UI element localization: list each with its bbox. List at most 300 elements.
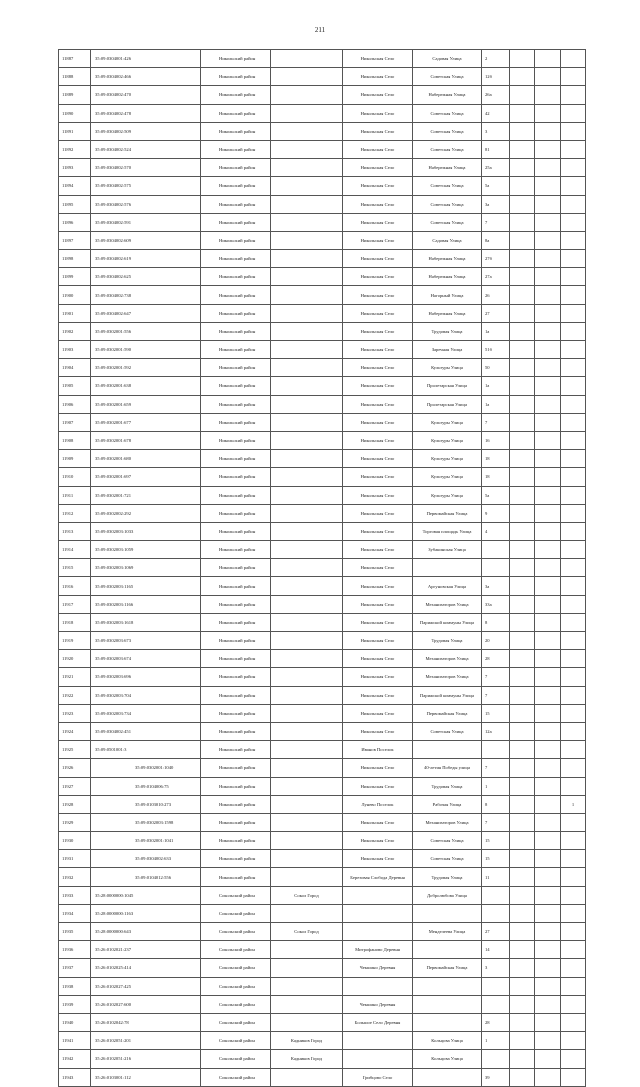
locality-cell: Никольская Село <box>343 341 413 359</box>
house-number-cell: 33а <box>482 595 510 613</box>
table-row <box>59 832 586 850</box>
house-number-cell: 39 <box>482 1068 510 1086</box>
extra-cell-2 <box>535 522 561 540</box>
row-number-cell: 11917 <box>59 595 91 613</box>
cadastral-number-cell: 35:09:0302003:1069 <box>91 559 201 577</box>
table-row <box>59 704 586 722</box>
district-cell: Никольский район <box>201 213 271 231</box>
cadastral-number-cell: 35:28:0000000:643 <box>91 923 201 941</box>
district-cell: Никольский район <box>201 450 271 468</box>
table-row <box>59 559 586 577</box>
row-number-cell: 11911 <box>59 486 91 504</box>
table-row <box>59 431 586 449</box>
extra-cell-2 <box>535 468 561 486</box>
cadastral-number-cell: 35:09:0302001:659 <box>91 395 201 413</box>
row-number-cell: 11918 <box>59 613 91 631</box>
extra-cell-3 <box>561 450 586 468</box>
locality-cell: Никольская Село <box>343 722 413 740</box>
locality-cell <box>343 923 413 941</box>
row-number-cell: 11935 <box>59 923 91 941</box>
city-cell <box>271 377 343 395</box>
street-cell: Кольцова Улица <box>413 1032 482 1050</box>
city-cell <box>271 413 343 431</box>
extra-cell-2 <box>535 650 561 668</box>
table-row <box>59 722 586 740</box>
extra-cell-2 <box>535 1050 561 1068</box>
city-cell <box>271 322 343 340</box>
row-number-cell: 11921 <box>59 668 91 686</box>
house-number-cell: 5а <box>482 486 510 504</box>
locality-cell: Никольская Село <box>343 286 413 304</box>
extra-cell-2 <box>535 286 561 304</box>
table-row <box>59 795 586 813</box>
row-number-cell: 11888 <box>59 68 91 86</box>
cadastral-number-cell: 35:09:0104012:556 <box>91 868 201 886</box>
extra-cell-2 <box>535 577 561 595</box>
street-cell: Культуры Улица <box>413 359 482 377</box>
street-cell <box>413 995 482 1013</box>
city-cell: Сокол Город <box>271 923 343 941</box>
street-cell: Набережная Улица <box>413 304 482 322</box>
house-number-cell: 4 <box>482 522 510 540</box>
house-number-cell: 7 <box>482 686 510 704</box>
row-number-cell: 11938 <box>59 977 91 995</box>
street-cell: Механизаторов Улица <box>413 668 482 686</box>
table-row <box>59 759 586 777</box>
row-number-cell: 11915 <box>59 559 91 577</box>
house-number-cell: 1а <box>482 395 510 413</box>
city-cell <box>271 850 343 868</box>
house-number-cell: 12б <box>482 68 510 86</box>
row-number-cell: 11892 <box>59 140 91 158</box>
street-cell: Механизаторов Улица <box>413 650 482 668</box>
extra-cell-2 <box>535 213 561 231</box>
extra-cell-1 <box>510 1013 535 1031</box>
city-cell <box>271 650 343 668</box>
cadastral-number-cell: 35:09:0304002:609 <box>91 231 201 249</box>
cadastral-number-cell: 35:09:0302003:1033 <box>91 522 201 540</box>
locality-cell: Никольская Село <box>343 522 413 540</box>
row-number-cell: 11926 <box>59 759 91 777</box>
extra-cell-3 <box>561 250 586 268</box>
extra-cell-1 <box>510 1050 535 1068</box>
row-number-cell: 11916 <box>59 577 91 595</box>
house-number-cell: 1 <box>482 777 510 795</box>
row-number-cell: 11927 <box>59 777 91 795</box>
extra-cell-3 <box>561 541 586 559</box>
extra-cell-2 <box>535 122 561 140</box>
row-number-cell: 11914 <box>59 541 91 559</box>
locality-cell: Никольская Село <box>343 359 413 377</box>
cadastral-number-cell: 35:09:0304002:619 <box>91 250 201 268</box>
page-number: 211 <box>314 26 326 34</box>
table-row <box>59 923 586 941</box>
extra-cell-3 <box>561 86 586 104</box>
extra-cell-3 <box>561 850 586 868</box>
locality-cell: Большое Село Деревня <box>343 1013 413 1031</box>
locality-cell: Никольская Село <box>343 86 413 104</box>
city-cell <box>271 304 343 322</box>
locality-cell <box>343 904 413 922</box>
house-number-cell: 50 <box>482 359 510 377</box>
extra-cell-2 <box>535 504 561 522</box>
street-cell: Аргуновская Улица <box>413 577 482 595</box>
extra-cell-2 <box>535 359 561 377</box>
extra-cell-2 <box>535 977 561 995</box>
row-number-cell: 11897 <box>59 231 91 249</box>
city-cell <box>271 577 343 595</box>
city-cell <box>271 50 343 68</box>
extra-cell-3 <box>561 741 586 759</box>
city-cell <box>271 668 343 686</box>
extra-cell-2 <box>535 304 561 322</box>
extra-cell-3 <box>561 104 586 122</box>
cadastral-number-cell: 35:09:0304002:470 <box>91 86 201 104</box>
street-cell: Пролетарская Улица <box>413 377 482 395</box>
locality-cell: Никольская Село <box>343 559 413 577</box>
extra-cell-3 <box>561 559 586 577</box>
house-number-cell: 7 <box>482 213 510 231</box>
locality-cell: Никольская Село <box>343 431 413 449</box>
street-cell <box>413 941 482 959</box>
extra-cell-3 <box>561 904 586 922</box>
locality-cell: Никольская Село <box>343 413 413 431</box>
row-number-cell: 11898 <box>59 250 91 268</box>
extra-cell-2 <box>535 140 561 158</box>
extra-cell-1 <box>510 722 535 740</box>
city-cell: Кадников Город <box>271 1032 343 1050</box>
extra-cell-2 <box>535 795 561 813</box>
locality-cell: Никольская Село <box>343 177 413 195</box>
house-number-cell: 26 <box>482 286 510 304</box>
extra-cell-1 <box>510 286 535 304</box>
extra-cell-1 <box>510 795 535 813</box>
row-number-cell: 11893 <box>59 159 91 177</box>
table-row <box>59 941 586 959</box>
row-number-cell: 11932 <box>59 868 91 886</box>
street-cell: Культуры Улица <box>413 468 482 486</box>
table-row <box>59 140 586 158</box>
extra-cell-1 <box>510 832 535 850</box>
district-cell: Никольский район <box>201 704 271 722</box>
district-cell: Никольский район <box>201 413 271 431</box>
row-number-cell: 11896 <box>59 213 91 231</box>
extra-cell-2 <box>535 250 561 268</box>
house-number-cell <box>482 741 510 759</box>
city-cell <box>271 759 343 777</box>
table-row <box>59 450 586 468</box>
extra-cell-1 <box>510 177 535 195</box>
district-cell: Никольский район <box>201 68 271 86</box>
row-number-cell: 11912 <box>59 504 91 522</box>
row-number-cell: 11904 <box>59 359 91 377</box>
cadastral-number-cell: 35:09:0302001:638 <box>91 377 201 395</box>
table-row <box>59 159 586 177</box>
street-cell <box>413 1068 482 1086</box>
locality-cell: Никольская Село <box>343 395 413 413</box>
locality-cell: Никольская Село <box>343 541 413 559</box>
district-cell: Сокольский район <box>201 886 271 904</box>
extra-cell-2 <box>535 322 561 340</box>
cadastral-number-cell: 35:26:0102025:414 <box>91 959 201 977</box>
house-number-cell: 26а <box>482 86 510 104</box>
street-cell: Советская Улица <box>413 104 482 122</box>
district-cell: Никольский район <box>201 177 271 195</box>
locality-cell: Чекшино Деревня <box>343 995 413 1013</box>
street-cell: Набережная Улица <box>413 268 482 286</box>
city-cell <box>271 195 343 213</box>
cadastral-number-cell: 35:26:0103001:112 <box>91 1068 201 1086</box>
table-row <box>59 613 586 631</box>
row-number-cell: 11943 <box>59 1068 91 1086</box>
cadastral-number-cell: 35:09:0302003:734 <box>91 704 201 722</box>
extra-cell-1 <box>510 140 535 158</box>
extra-cell-2 <box>535 868 561 886</box>
table-body <box>59 50 586 1087</box>
district-cell: Никольский район <box>201 741 271 759</box>
cadastral-number-cell: 35:09:0304002:738 <box>91 286 201 304</box>
street-cell: Набережная Улица <box>413 86 482 104</box>
house-number-cell <box>482 541 510 559</box>
house-number-cell: 42 <box>482 104 510 122</box>
city-cell <box>271 286 343 304</box>
house-number-cell: 27 <box>482 923 510 941</box>
city-cell <box>271 177 343 195</box>
extra-cell-1 <box>510 704 535 722</box>
extra-cell-1 <box>510 341 535 359</box>
table-row <box>59 595 586 613</box>
extra-cell-2 <box>535 923 561 941</box>
district-cell: Никольский район <box>201 341 271 359</box>
extra-cell-1 <box>510 195 535 213</box>
house-number-cell: 7 <box>482 668 510 686</box>
district-cell: Никольский район <box>201 686 271 704</box>
locality-cell: Никольская Село <box>343 322 413 340</box>
locality-cell: Никольская Село <box>343 813 413 831</box>
street-cell: Рабочая Улица <box>413 795 482 813</box>
extra-cell-2 <box>535 777 561 795</box>
table-row <box>59 959 586 977</box>
extra-cell-3 <box>561 504 586 522</box>
city-cell <box>271 395 343 413</box>
extra-cell-1 <box>510 541 535 559</box>
extra-cell-1 <box>510 450 535 468</box>
house-number-cell: 14 <box>482 941 510 959</box>
city-cell <box>271 832 343 850</box>
house-number-cell <box>482 977 510 995</box>
city-cell <box>271 741 343 759</box>
extra-cell-3 <box>561 777 586 795</box>
street-cell: Культуры Улица <box>413 431 482 449</box>
locality-cell: Никольская Село <box>343 250 413 268</box>
district-cell: Никольский район <box>201 868 271 886</box>
extra-cell-2 <box>535 632 561 650</box>
locality-cell: Никольская Село <box>343 122 413 140</box>
district-cell: Никольский район <box>201 759 271 777</box>
house-number-cell: 16 <box>482 431 510 449</box>
house-number-cell: 3 <box>482 959 510 977</box>
house-number-cell: 18 <box>482 450 510 468</box>
extra-cell-2 <box>535 195 561 213</box>
extra-cell-2 <box>535 377 561 395</box>
extra-cell-2 <box>535 613 561 631</box>
locality-cell: Никольская Село <box>343 504 413 522</box>
cadastral-number-cell: 35:09:0302001:721 <box>91 486 201 504</box>
district-cell: Никольский район <box>201 122 271 140</box>
district-cell: Никольский район <box>201 486 271 504</box>
row-number-cell: 11909 <box>59 450 91 468</box>
cadastral-number-cell: 35:09:0302003:1598 <box>91 813 201 831</box>
extra-cell-1 <box>510 559 535 577</box>
extra-cell-3 <box>561 650 586 668</box>
table-row <box>59 777 586 795</box>
extra-cell-1 <box>510 904 535 922</box>
row-number-cell: 11908 <box>59 431 91 449</box>
cadastral-number-cell: 35:09:0302001:1040 <box>91 759 201 777</box>
row-number-cell: 11925 <box>59 741 91 759</box>
table-row <box>59 468 586 486</box>
extra-cell-2 <box>535 486 561 504</box>
row-number-cell: 11910 <box>59 468 91 486</box>
extra-cell-1 <box>510 250 535 268</box>
district-cell: Никольский район <box>201 431 271 449</box>
extra-cell-3 <box>561 868 586 886</box>
extra-cell-2 <box>535 1068 561 1086</box>
house-number-cell: 1 <box>482 1032 510 1050</box>
extra-cell-3 <box>561 359 586 377</box>
city-cell <box>271 104 343 122</box>
extra-cell-2 <box>535 886 561 904</box>
house-number-cell: 7 <box>482 813 510 831</box>
locality-cell: Никольская Село <box>343 213 413 231</box>
house-number-cell: 1а <box>482 322 510 340</box>
cadastral-number-cell: 35:09:0304002:451 <box>91 722 201 740</box>
row-number-cell: 11891 <box>59 122 91 140</box>
street-cell: Советская Улица <box>413 68 482 86</box>
house-number-cell: 3 <box>482 122 510 140</box>
extra-cell-2 <box>535 450 561 468</box>
district-cell: Никольский район <box>201 359 271 377</box>
cadastral-number-cell: 35:09:0302003:1618 <box>91 613 201 631</box>
locality-cell: Никольская Село <box>343 850 413 868</box>
table-row <box>59 122 586 140</box>
extra-cell-3 <box>561 959 586 977</box>
extra-cell-1 <box>510 86 535 104</box>
street-cell: Советская Улица <box>413 722 482 740</box>
table-row <box>59 322 586 340</box>
extra-cell-2 <box>535 159 561 177</box>
extra-cell-1 <box>510 377 535 395</box>
house-number-cell: 1а <box>482 377 510 395</box>
extra-cell-1 <box>510 486 535 504</box>
house-number-cell: 15 <box>482 832 510 850</box>
extra-cell-3 <box>561 286 586 304</box>
row-number-cell: 11931 <box>59 850 91 868</box>
cadastral-number-cell: 35:09:0501001:3 <box>91 741 201 759</box>
extra-cell-3 <box>561 322 586 340</box>
district-cell: Никольский район <box>201 468 271 486</box>
table-row <box>59 813 586 831</box>
house-number-cell: 15 <box>482 704 510 722</box>
extra-cell-1 <box>510 413 535 431</box>
row-number-cell: 11913 <box>59 522 91 540</box>
row-number-cell: 11894 <box>59 177 91 195</box>
house-number-cell: 8 <box>482 613 510 631</box>
cadastral-number-cell: 35:09:0304002:575 <box>91 177 201 195</box>
extra-cell-2 <box>535 431 561 449</box>
extra-cell-3 <box>561 977 586 995</box>
extra-cell-1 <box>510 959 535 977</box>
cadastral-number-cell: 35:09:0302001:590 <box>91 341 201 359</box>
registry-table <box>58 49 586 1087</box>
extra-cell-1 <box>510 650 535 668</box>
extra-cell-1 <box>510 741 535 759</box>
city-cell <box>271 777 343 795</box>
table-row <box>59 286 586 304</box>
extra-cell-2 <box>535 177 561 195</box>
extra-cell-2 <box>535 704 561 722</box>
house-number-cell: 11 <box>482 868 510 886</box>
district-cell: Никольский район <box>201 86 271 104</box>
street-cell: Трудовая Улица <box>413 777 482 795</box>
street-cell: Парижской коммуны Улица <box>413 613 482 631</box>
district-cell: Никольский район <box>201 395 271 413</box>
extra-cell-2 <box>535 50 561 68</box>
extra-cell-1 <box>510 1032 535 1050</box>
street-cell: Первомайская Улица <box>413 959 482 977</box>
extra-cell-1 <box>510 522 535 540</box>
street-cell: Первомайская Улица <box>413 504 482 522</box>
locality-cell: Никольская Село <box>343 231 413 249</box>
extra-cell-3 <box>561 395 586 413</box>
locality-cell: Митрофаново Деревня <box>343 941 413 959</box>
table-row <box>59 904 586 922</box>
cadastral-number-cell: 35:26:0102021:237 <box>91 941 201 959</box>
extra-cell-3 <box>561 577 586 595</box>
house-number-cell: 8 <box>482 795 510 813</box>
city-cell <box>271 1068 343 1086</box>
table-row <box>59 577 586 595</box>
city-cell <box>271 595 343 613</box>
city-cell <box>271 977 343 995</box>
table-row <box>59 177 586 195</box>
cadastral-number-cell: 35:09:0304002:570 <box>91 159 201 177</box>
extra-cell-1 <box>510 577 535 595</box>
extra-cell-3 <box>561 832 586 850</box>
street-cell <box>413 904 482 922</box>
street-cell: Трудовая Улица <box>413 632 482 650</box>
district-cell: Никольский район <box>201 541 271 559</box>
city-cell <box>271 632 343 650</box>
district-cell: Сокольский район <box>201 904 271 922</box>
extra-cell-3 <box>561 886 586 904</box>
locality-cell: Никольская Село <box>343 777 413 795</box>
district-cell: Сокольский район <box>201 923 271 941</box>
extra-cell-3 <box>561 1013 586 1031</box>
cadastral-number-cell: 35:09:0302001:680 <box>91 450 201 468</box>
extra-cell-3 <box>561 1032 586 1050</box>
city-cell: Сокол Город <box>271 886 343 904</box>
district-cell: Никольский район <box>201 577 271 595</box>
city-cell <box>271 450 343 468</box>
city-cell <box>271 231 343 249</box>
locality-cell: Никольская Село <box>343 159 413 177</box>
street-cell: Советская Улица <box>413 195 482 213</box>
house-number-cell: 25а <box>482 159 510 177</box>
locality-cell: Грибцово Село <box>343 1068 413 1086</box>
street-cell: Культуры Улица <box>413 486 482 504</box>
city-cell <box>271 541 343 559</box>
